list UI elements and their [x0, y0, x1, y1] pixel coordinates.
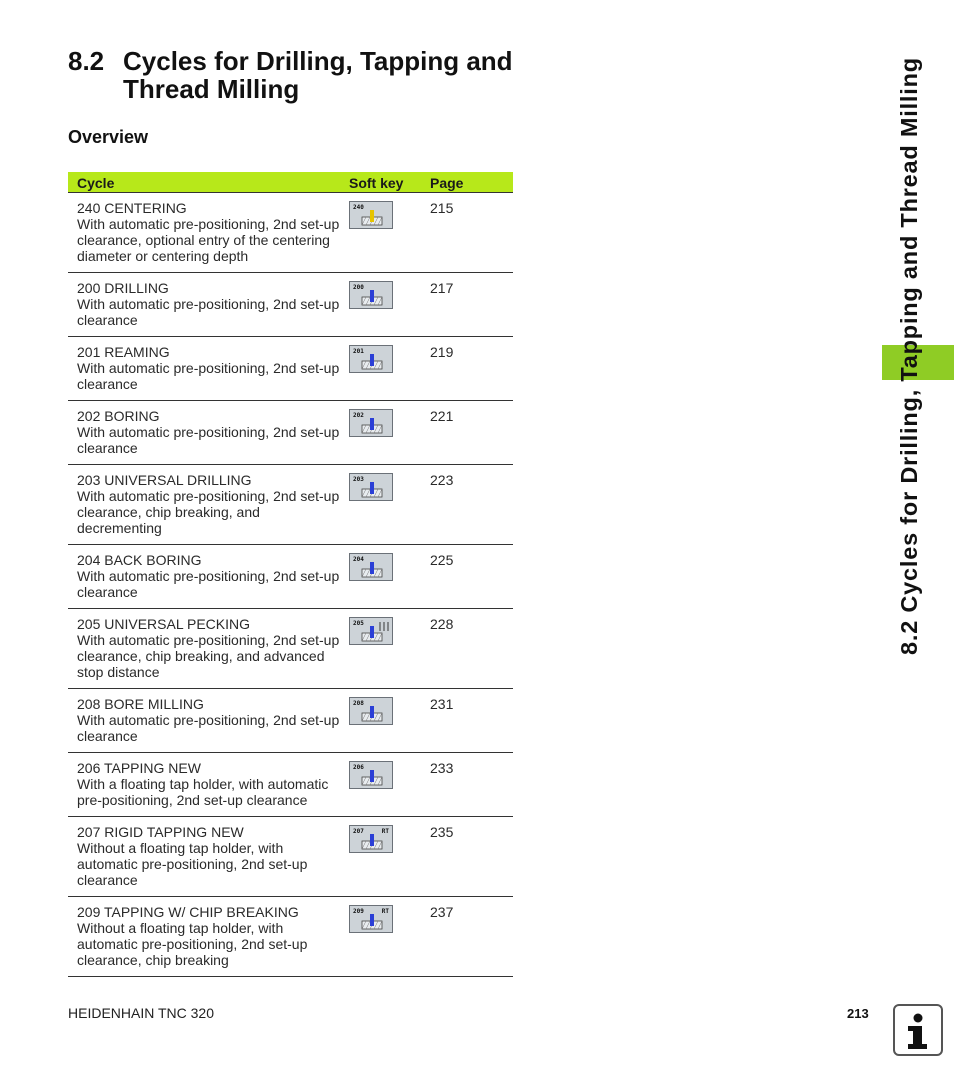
back-boring-softkey-icon[interactable] [349, 553, 393, 581]
table-row [68, 897, 513, 977]
cycle-cell [68, 401, 349, 465]
softkey-code: 240 [353, 204, 364, 211]
cycle-description: With automatic pre-positioning, 2nd set-up clearance, chip breaking, and decrementing [77, 488, 340, 536]
cycle-description: Without a floating tap holder, with automatic pre-positioning, 2nd set-up clearance, chip breaking [77, 920, 308, 968]
cycle-cell [68, 753, 349, 817]
cycle-title: 202 BORING [77, 408, 160, 424]
softkey-cell [349, 273, 430, 337]
cycle-title: 205 UNIVERSAL PECKING [77, 616, 250, 632]
cycle-cell [68, 609, 349, 689]
table-row [68, 465, 513, 545]
cycle-cell [68, 897, 349, 977]
footer-product-name: HEIDENHAIN TNC 320 [68, 1005, 215, 1021]
softkey-cell [349, 545, 430, 609]
table-row [68, 753, 513, 817]
cycle-description: With a floating tap holder, with automatic pre-positioning, 2nd set-up clearance [77, 776, 329, 808]
cycle-title: 208 BORE MILLING [77, 696, 204, 712]
column-header-cycle: Cycle [68, 172, 349, 193]
page-cell: 235 [430, 817, 513, 897]
cycle-cell [68, 545, 349, 609]
table-row [68, 401, 513, 465]
cycle-cell [68, 817, 349, 897]
cycle-description: With automatic pre-positioning, 2nd set-up clearance, chip breaking, and advanced stop distance [77, 632, 340, 680]
softkey-code: 201 [353, 348, 364, 355]
cycles-table [68, 172, 513, 977]
page-cell: 228 [430, 609, 513, 689]
page-cell: 231 [430, 689, 513, 753]
column-header-softkey: Soft key [349, 172, 430, 193]
cycle-title: 203 UNIVERSAL DRILLING [77, 472, 252, 488]
cycle-title: 200 DRILLING [77, 280, 169, 296]
page-cell: 237 [430, 897, 513, 977]
cycle-title: 209 TAPPING W/ CHIP BREAKING [77, 904, 299, 920]
cycle-title: 201 REAMING [77, 344, 170, 360]
info-icon [893, 1004, 943, 1056]
cycle-title: 240 CENTERING [77, 200, 187, 216]
table-row [68, 689, 513, 753]
cycle-cell [68, 465, 349, 545]
column-header-page: Page [430, 172, 513, 193]
softkey-cell [349, 401, 430, 465]
softkey-cell [349, 465, 430, 545]
overview-heading: Overview [68, 127, 149, 147]
page-cell: 219 [430, 337, 513, 401]
softkey-code: 208 [353, 700, 364, 707]
cycle-description: With automatic pre-positioning, 2nd set-up clearance [77, 360, 340, 392]
section-number: 8.2 [68, 46, 105, 76]
softkey-code: 207 [353, 828, 364, 835]
table-row [68, 545, 513, 609]
softkey-code: 203 [353, 476, 364, 483]
softkey-code: 200 [353, 284, 364, 291]
section-title: Cycles for Drilling, Tapping and Thread Milling [123, 46, 513, 104]
page-cell: 217 [430, 273, 513, 337]
table-header-row [68, 172, 513, 193]
softkey-code: 202 [353, 412, 364, 419]
softkey-cell [349, 337, 430, 401]
drilling-softkey-icon[interactable] [349, 281, 393, 309]
cycle-description: With automatic pre-positioning, 2nd set-up clearance [77, 296, 340, 328]
rigid-tapping-softkey-icon[interactable] [349, 825, 393, 853]
cycle-cell [68, 273, 349, 337]
table-row [68, 273, 513, 337]
centering-softkey-icon[interactable] [349, 201, 393, 229]
cycle-description: With automatic pre-positioning, 2nd set-up clearance [77, 424, 340, 456]
softkey-code: 209 [353, 908, 364, 915]
cycle-cell [68, 689, 349, 753]
cycle-description: With automatic pre-positioning, 2nd set-up clearance [77, 568, 340, 600]
table-row [68, 337, 513, 401]
cycle-description: With automatic pre-positioning, 2nd set-up clearance [77, 712, 340, 744]
tapping-chip-breaking-softkey-icon[interactable] [349, 905, 393, 933]
softkey-cell [349, 193, 430, 273]
cycle-title: 206 TAPPING NEW [77, 760, 201, 776]
bore-milling-softkey-icon[interactable] [349, 697, 393, 725]
boring-softkey-icon[interactable] [349, 409, 393, 437]
tapping-softkey-icon[interactable] [349, 761, 393, 789]
softkey-cell [349, 897, 430, 977]
softkey-rt-label: RT [381, 828, 389, 835]
softkey-code: 206 [353, 764, 364, 771]
cycle-title: 207 RIGID TAPPING NEW [77, 824, 244, 840]
softkey-rt-label: RT [381, 908, 389, 915]
softkey-cell [349, 753, 430, 817]
cycle-cell [68, 193, 349, 273]
cycle-cell [68, 337, 349, 401]
universal-drilling-softkey-icon[interactable] [349, 473, 393, 501]
page-cell: 221 [430, 401, 513, 465]
page-cell: 225 [430, 545, 513, 609]
softkey-cell [349, 689, 430, 753]
cycle-title: 204 BACK BORING [77, 552, 202, 568]
cycle-description: Without a floating tap holder, with automatic pre-positioning, 2nd set-up clearance [77, 840, 308, 888]
universal-pecking-softkey-icon[interactable] [349, 617, 393, 645]
table-row [68, 609, 513, 689]
cycle-description: With automatic pre-positioning, 2nd set-up clearance, optional entry of the centering diameter or centering depth [77, 216, 340, 264]
footer-page-number: 213 [847, 1006, 869, 1021]
softkey-cell [349, 817, 430, 897]
softkey-code: 204 [353, 556, 364, 563]
softkey-code: 205 [353, 620, 364, 627]
softkey-cell [349, 609, 430, 689]
page-cell: 215 [430, 193, 513, 273]
page-cell: 223 [430, 465, 513, 545]
table-row [68, 193, 513, 273]
table-row [68, 817, 513, 897]
page-cell: 233 [430, 753, 513, 817]
reaming-softkey-icon[interactable] [349, 345, 393, 373]
section-heading [68, 47, 543, 103]
side-chapter-title-text: 8.2 Cycles for Drilling, Tapping and Thread Milling [896, 57, 922, 655]
